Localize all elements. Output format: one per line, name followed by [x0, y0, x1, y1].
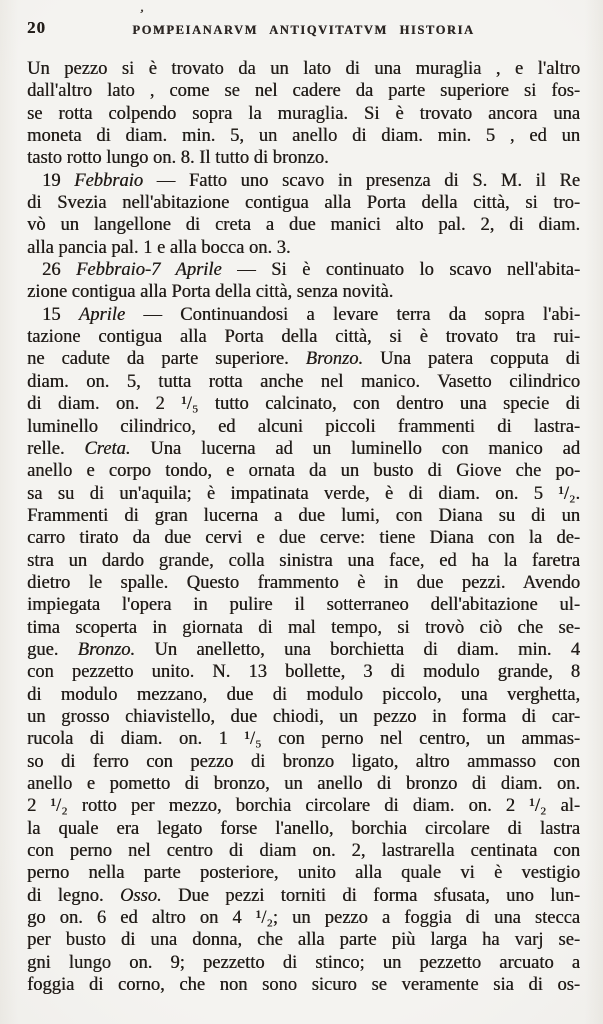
- text-segment: gni lungo on. 9; pezzetto di stinco; un pezzetto arcuato a: [27, 952, 580, 973]
- page-header: [27, 5, 580, 42]
- text-line: [27, 684, 580, 706]
- text-line: [27, 885, 580, 907]
- text-segment: stra un dardo grande, colla sinistra una face, ed ha la faretra: [27, 550, 580, 571]
- text-line: [27, 58, 580, 80]
- text-block: [27, 58, 580, 996]
- text-line: [27, 393, 580, 415]
- text-line: [27, 527, 580, 549]
- text-segment: con perno nel centro di diam on. 2, lastrarella centinata con: [27, 841, 580, 862]
- text-line: [27, 550, 580, 572]
- text-line: [27, 214, 580, 236]
- text-line: [27, 594, 580, 616]
- italic-text-segment: Febbraio: [74, 170, 144, 191]
- ink-smudge: ʼ: [137, 5, 145, 22]
- text-segment: sa su di un'aquila; è impatinata verde, è di diam. on. 5 ¹/₂.: [27, 483, 580, 504]
- text-line: [27, 728, 580, 750]
- text-segment: se rotta colpendo sopra la muraglia. Si è trovato ancora una: [27, 103, 580, 124]
- italic-text-segment: Febbraio-7 Aprile: [76, 260, 222, 281]
- text-segment: go on. 6 ed altro on 4 ¹/₂; un pezzo a foggia di una stecca: [27, 908, 580, 929]
- text-segment: tasto rotto lungo on. 8. Il tutto di bronzo.: [27, 148, 329, 169]
- text-segment: so di ferro con pezzo di bronzo ligato, altro ammasso con: [27, 751, 580, 772]
- text-segment: zione contigua alla Porta della città, senza novità.: [27, 282, 394, 303]
- text-line: [27, 907, 580, 929]
- text-segment: di Svezia nell'abitazione contigua alla Porta della città, si tro-: [27, 193, 580, 214]
- text-line: [27, 326, 580, 348]
- text-line: [27, 103, 580, 125]
- text-line: [27, 505, 580, 527]
- text-segment: 15: [42, 304, 79, 325]
- text-segment: Due pezzi torniti di forma sfusata, uno lun-: [161, 885, 580, 906]
- text-segment: un grosso chiavistello, due chiodi, un pezzo in forma di car-: [27, 706, 580, 727]
- page-number: 20: [27, 18, 46, 37]
- text-line: [27, 281, 580, 303]
- text-segment: la quale era legato forse l'anello, borchia circolare di lastra: [27, 818, 580, 839]
- text-segment: perno nella parte posteriore, unito alla quale vi è vestigio: [27, 863, 580, 884]
- text-line: [27, 460, 580, 482]
- text-segment: 26: [42, 260, 76, 281]
- text-line: [27, 80, 580, 102]
- text-segment: 2 ¹/₂ rotto per mezzo, borchia circolare di diam. on. 2 ¹/₂ al-: [27, 796, 580, 817]
- italic-text-segment: Aprile: [78, 304, 126, 325]
- text-line: [27, 170, 580, 192]
- text-line: [27, 483, 580, 505]
- text-line: [27, 929, 580, 951]
- text-line: [27, 237, 580, 259]
- text-segment: 19: [42, 170, 75, 191]
- text-line: [27, 438, 580, 460]
- text-segment: vò un langellone di creta a due manici alto pal. 2, di diam.: [27, 215, 580, 236]
- text-segment: gue.: [27, 639, 78, 660]
- text-line: [27, 751, 580, 773]
- text-segment: tima scoperta in giornata di mal tempo, si trovò ciò che se-: [27, 617, 580, 638]
- text-segment: impiegata l'opera in pulire il sotterraneo dell'abitazione ul-: [27, 595, 580, 616]
- text-segment: ne cadute da parte superiore.: [27, 349, 306, 370]
- text-segment: anello e corpo tondo, e ornata da un busto di Giove che po-: [27, 461, 580, 482]
- text-segment: — Continuandosi a levare terra da sopra l'abi-: [125, 304, 580, 325]
- text-line: [27, 371, 580, 393]
- text-segment: per busto di una donna, che alla parte più larga ha varj se-: [27, 930, 580, 951]
- text-segment: diam. on. 5, tutta rotta anche nel manico. Vasetto cilindrico: [27, 371, 580, 392]
- text-line: [27, 974, 580, 996]
- italic-text-segment: Creta.: [84, 438, 131, 459]
- text-line: [27, 348, 580, 370]
- text-segment: — Si è continuato lo scavo nell'abita-: [221, 260, 580, 281]
- text-segment: tazione contigua alla Porta della città, si è trovato tra rui-: [27, 327, 580, 348]
- italic-text-segment: Bronzo.: [77, 639, 136, 660]
- text-segment: relle.: [27, 438, 85, 459]
- text-segment: Frammenti di gran lucerna a due lumi, con Diana su di un: [27, 505, 580, 526]
- text-segment: alla pancia pal. 1 e alla bocca on. 3.: [27, 237, 291, 258]
- text-line: [27, 818, 580, 840]
- running-title: POMPEIANARVM ANTIQVITATVM HISTORIA: [132, 23, 475, 37]
- text-segment: Un anelletto, una borchietta di diam. min. 4: [135, 639, 580, 660]
- text-line: [27, 617, 580, 639]
- text-segment: carro tirato da due cervi e due cerve: tiene Diana con la de-: [27, 528, 580, 549]
- text-segment: dietro le spalle. Questo frammento è in due pezzi. Avendo: [27, 572, 580, 593]
- text-line: [27, 661, 580, 683]
- text-segment: luminello cilindrico, ed alcuni piccoli frammenti di lastra-: [27, 416, 580, 437]
- text-line: [27, 416, 580, 438]
- text-line: [27, 639, 580, 661]
- text-line: [27, 862, 580, 884]
- text-segment: anello e pometto di bronzo, un anello di bronzo di diam. on.: [27, 774, 580, 794]
- text-segment: con pezzetto unito. N. 13 bollette, 3 di modulo grande, 8: [27, 662, 580, 683]
- text-line: [27, 952, 580, 974]
- text-segment: dall'altro lato , come se nel cadere da parte superiore si fos-: [27, 81, 580, 102]
- text-segment: Un pezzo si è trovato da un lato di una muraglia , e l'altro: [27, 59, 580, 79]
- text-line: [27, 147, 580, 169]
- text-line: [27, 795, 580, 817]
- text-segment: Una patera copputa di: [363, 349, 580, 370]
- text-segment: di diam. on. 2 ¹/₅ tutto calcinato, con dentro una specie di: [27, 394, 580, 415]
- italic-text-segment: Osso.: [119, 885, 162, 906]
- text-line: [27, 304, 580, 326]
- text-line: [27, 192, 580, 214]
- text-segment: — Fatto uno scavo in presenza di S. M. il Re: [143, 170, 580, 191]
- text-line: [27, 572, 580, 594]
- text-segment: Una lucerna ad un luminello con manico ad: [130, 438, 580, 459]
- text-line: [27, 259, 580, 281]
- text-segment: moneta di diam. min. 5, un anello di diam. min. 5 , ed un: [27, 126, 580, 147]
- text-line: [27, 840, 580, 862]
- italic-text-segment: Bronzo.: [305, 349, 364, 370]
- text-segment: foggia di corno, che non sono sicuro se veramente sia di os-: [27, 975, 580, 996]
- text-line: [27, 706, 580, 728]
- text-segment: rucola di diam. on. 1 ¹/₅ con perno nel centro, un ammas-: [27, 729, 580, 750]
- text-line: [27, 773, 580, 795]
- text-line: [27, 125, 580, 147]
- text-segment: di legno.: [27, 885, 120, 906]
- text-segment: di modulo mezzano, due di modulo piccolo, una verghetta,: [27, 684, 580, 705]
